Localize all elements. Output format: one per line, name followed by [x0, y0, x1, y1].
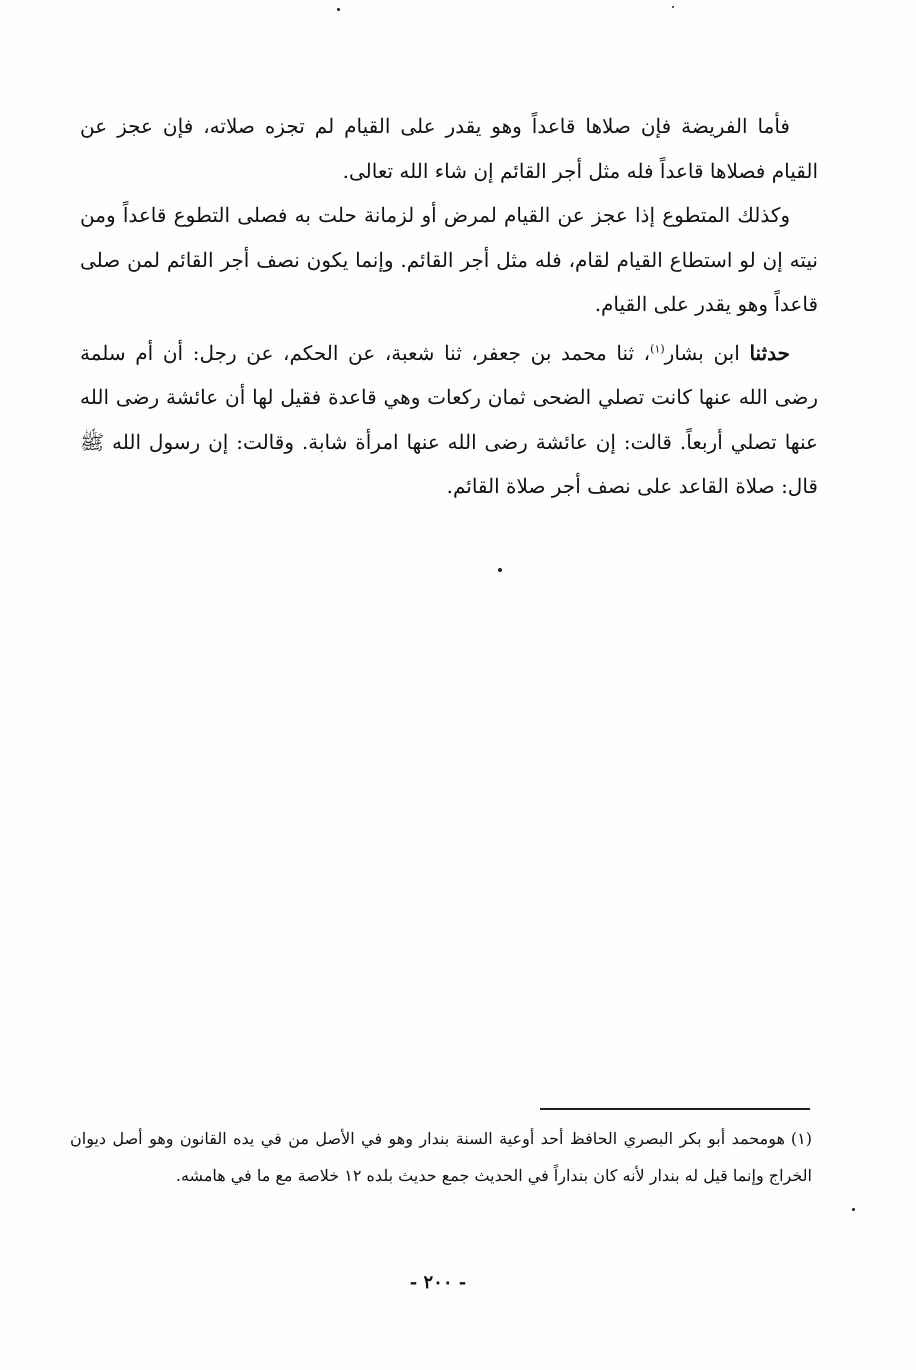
- main-text: [80, 104, 818, 509]
- hadith-paragraph: [80, 331, 818, 509]
- footnote: [70, 1120, 812, 1194]
- scan-speck: [337, 8, 340, 11]
- footnote-number: (١): [790, 1129, 812, 1148]
- hadith-lead: حدثنا: [749, 340, 790, 365]
- footnote-reference: (١): [650, 341, 665, 355]
- paragraph: فأما الفريضة فإن صلاها قاعداً وهو يقدر على القيام لم تجزه صلاته، فإن عجز عن القيام فصلاها قاعداً فله مثل أجر القائم إن شاء الله تعالى.: [80, 114, 818, 183]
- footnote-text: هومحمد أبو بكر البصري الحافظ أحد أوعية السنة بندار وهو في الأصل من في يده القانون وهو أصل ديوان الخراج وإنما قيل له بندار لأنه كان بنداراً في الحديث جمع حديث بلده ١٢ خلاصة مع ما في هامشه.: [70, 1129, 812, 1185]
- hadith-text: ، ثنا محمد بن جعفر، ثنا شعبة، عن الحكم، عن رجل: أن أم سلمة رضى الله عنها كانت تصلي الضحى ثمان ركعات وهي قاعدة فقيل لها أن عائشة رضى الله عنها تصلي أربعاً. قالت: إن عائشة رضى الله عنها امرأة شابة. وقالت: إن رسول الله ﷺ قال: صلاة القاعد على نصف أجر صلاة القائم.: [80, 340, 818, 498]
- paragraph: وكذلك المتطوع إذا عجز عن القيام لمرض أو لزمانة حلت به فصلى التطوع قاعداً ومن نيته إن لو استطاع القيام لقام، فله مثل أجر القائم. وإنما يكون نصف أجر القائم لمن صلى قاعداً وهو يقدر على القيام.: [80, 203, 818, 316]
- scan-speck: [498, 568, 502, 572]
- scan-speck: [672, 6, 674, 8]
- footnote-divider: [540, 1108, 810, 1110]
- page-number: - ٢٠٠ -: [409, 1272, 467, 1293]
- hadith-narrator: ابن بشار: [664, 340, 740, 365]
- scan-speck: [852, 1208, 855, 1211]
